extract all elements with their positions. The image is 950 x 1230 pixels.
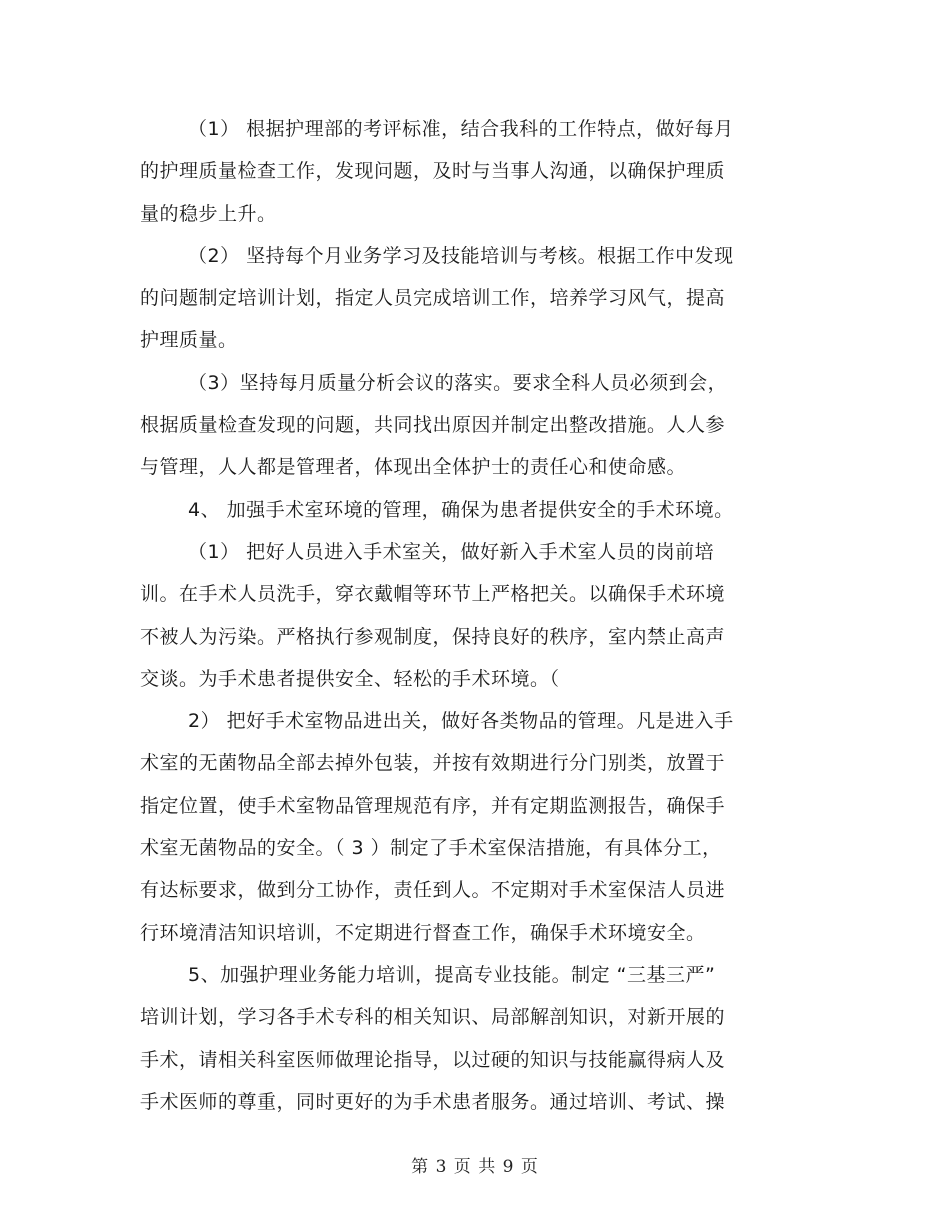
text-line: （2） 坚持每个月业务学习及技能培训与考核。根据工作中发现 [188,244,734,267]
text-line: （1） 把好人员进入手术室关，做好新入手术室人员的岗前培 [188,540,715,563]
text-line: 根据质量检查发现的问题，共同找出原因并制定出整改措施。人人参 [140,414,726,437]
text-line: 交谈。为手术患者提供安全、轻松的手术环境。（ [140,667,560,690]
text-line: （1） 根据护理部的考评标准，结合我科的工作特点，做好每月 [188,118,734,140]
page-footer: 第 3 页 共 9 页 [411,1157,539,1177]
text-line: 2） 把好手术室物品进出关，做好各类物品的管理。凡是进入手 [188,710,734,733]
text-line: 术室无菌物品的安全。（ 3 ）制定了手术室保洁措施，有具体分工， [140,837,722,860]
text-line: 指定位置，使手术室物品管理规范有序，并有定期监测报告，确保手 [140,794,726,817]
text-line: 5、加强护理业务能力培训，提高专业技能。制定 “三基三严” [188,963,716,986]
text-line: 训。在手术人员洗手，穿衣戴帽等环节上严格把关。以确保手术环境 [140,583,726,606]
text-line: 术室的无菌物品全部去掉外包装，并按有效期进行分门别类，放置于 [140,752,726,775]
text-line: 行环境清洁知识培训，不定期进行督查工作，确保手术环境安全。 [140,921,706,944]
text-line: 的问题制定培训计划，指定人员完成培训工作，培养学习风气，提高 [140,287,726,310]
text-line: 与管理，人人都是管理者，体现出全体护士的责任心和使命感。 [140,456,687,479]
document-body [140,108,780,1123]
text-line: （3）坚持每月质量分析会议的落实。要求全科人员必须到会， [188,371,728,394]
text-line: 有达标要求，做到分工协作，责任到人。不定期对手术室保洁人员进 [140,879,726,902]
text-line: 手术医师的尊重，同时更好的为手术患者服务。通过培训、考试、操 [140,1090,726,1113]
text-line: 4、 加强手术室环境的管理，确保为患者提供安全的手术环境。 [188,498,734,521]
text-line: 手术，请相关科室医师做理论指导，以过硬的知识与技能赢得病人及 [140,1048,726,1071]
text-line: 的护理质量检查工作，发现问题，及时与当事人沟通，以确保护理质 [140,160,726,183]
text-line: 护理质量。 [140,329,238,352]
text-line: 不被人为污染。严格执行参观制度，保持良好的秩序，室内禁止高声 [140,625,726,648]
text-line: 量的稳步上升。 [140,202,277,225]
text-line: 培训计划，学习各手术专科的相关知识、局部解剖知识，对新开展的 [140,1006,726,1029]
